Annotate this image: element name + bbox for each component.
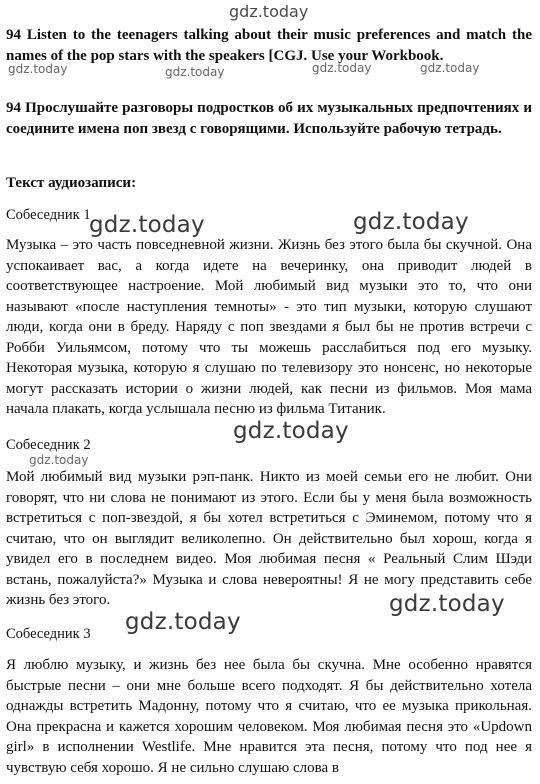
watermark-text: gdz.today xyxy=(125,609,241,635)
watermark-text: gdz.today xyxy=(89,212,205,238)
transcript-heading: Текст аудиозаписи: xyxy=(6,175,137,191)
watermark-text: gdz.today xyxy=(353,209,469,235)
watermark-text: gdz.today xyxy=(8,62,68,76)
watermark-text: gdz.today xyxy=(420,61,480,75)
speaker-label: Собеседник 2 xyxy=(6,437,91,453)
exercise-instruction-en: 94 Listen to the teenagers talking about their music preferences and match the names of the pop stars with the speakers [CGJ. Use your Workbook. xyxy=(6,27,532,64)
exercise-instruction-ru: 94 Прослушайте разговоры подростков об их музыкальных предпочтениях и соедините имена поп звезд с говорящими. Используйте рабочую тетрадь. xyxy=(6,100,532,137)
speaker-text: Я люблю музыку, и жизнь без нее была бы скучна. Мне особенно нравятся быстрые песни – они мне больше всего подходят. Я бы действительно хотела однажды встретить Мадонну, потому что я считаю, что ее музыка прикольная. Она прекрасна и кажется хорошим человеком. Моя любимая песня это «Updown girl» в исполнении Westlife. Мне нравится эта песня, потому что под нее я чувствую себя хорошо. Я не сильно слушаю слова в xyxy=(6,657,532,776)
speaker-text: Мой любимый вид музыки рэп-панк. Никто из моей семьи его не любит. Они говорят, что ни слова не понимают из этого. Если бы у меня была возможность встретиться с поп-звездой, я бы хотел встретиться с Эминемом, потому что я считаю, что он выглядит великолепно. Он действительно был хорош, когда я увидел его в последнем видео. Моя любимая песня « Реальный Слим Шэди встань, пожалуйста?» Музыка и слова невероятны! Я не могу представить себе жизнь без этого. xyxy=(6,469,532,608)
speaker-text: Музыка – это часть повседневной жизни. Жизнь без этого была бы скучной. Она успокаивает вас, а когда идете на вечеринку, она приводит людей в соответствующее настроение. Мой любимый вид музыки это то, что они называют «после наступления темноты» - это тип музыки, которую слушают люди, когда они в бреду. Наряду с поп звездами я был бы не против встречи с Робби Уильямсом, потому что ты можешь расслабиться под его музыку. Некоторая музыка, которую я слушаю по телевизору это нонсенс, но некоторые могут рассказать истории о жизни людей, как песни из фильмов. Моя мама начала плакать, когда услышала песню из фильма Титаник. xyxy=(6,237,532,417)
speaker-label: Собеседник 1 xyxy=(6,207,91,223)
watermark-text: gdz.today xyxy=(233,418,349,444)
watermark-text: gdz.today xyxy=(312,61,372,75)
watermark-text: gdz.today xyxy=(389,591,505,617)
speaker-label: Собеседник 3 xyxy=(6,626,91,642)
watermark-text: gdz.today xyxy=(165,65,225,79)
watermark-text: gdz.today xyxy=(229,2,309,21)
watermark-text: gdz.today xyxy=(29,453,89,467)
